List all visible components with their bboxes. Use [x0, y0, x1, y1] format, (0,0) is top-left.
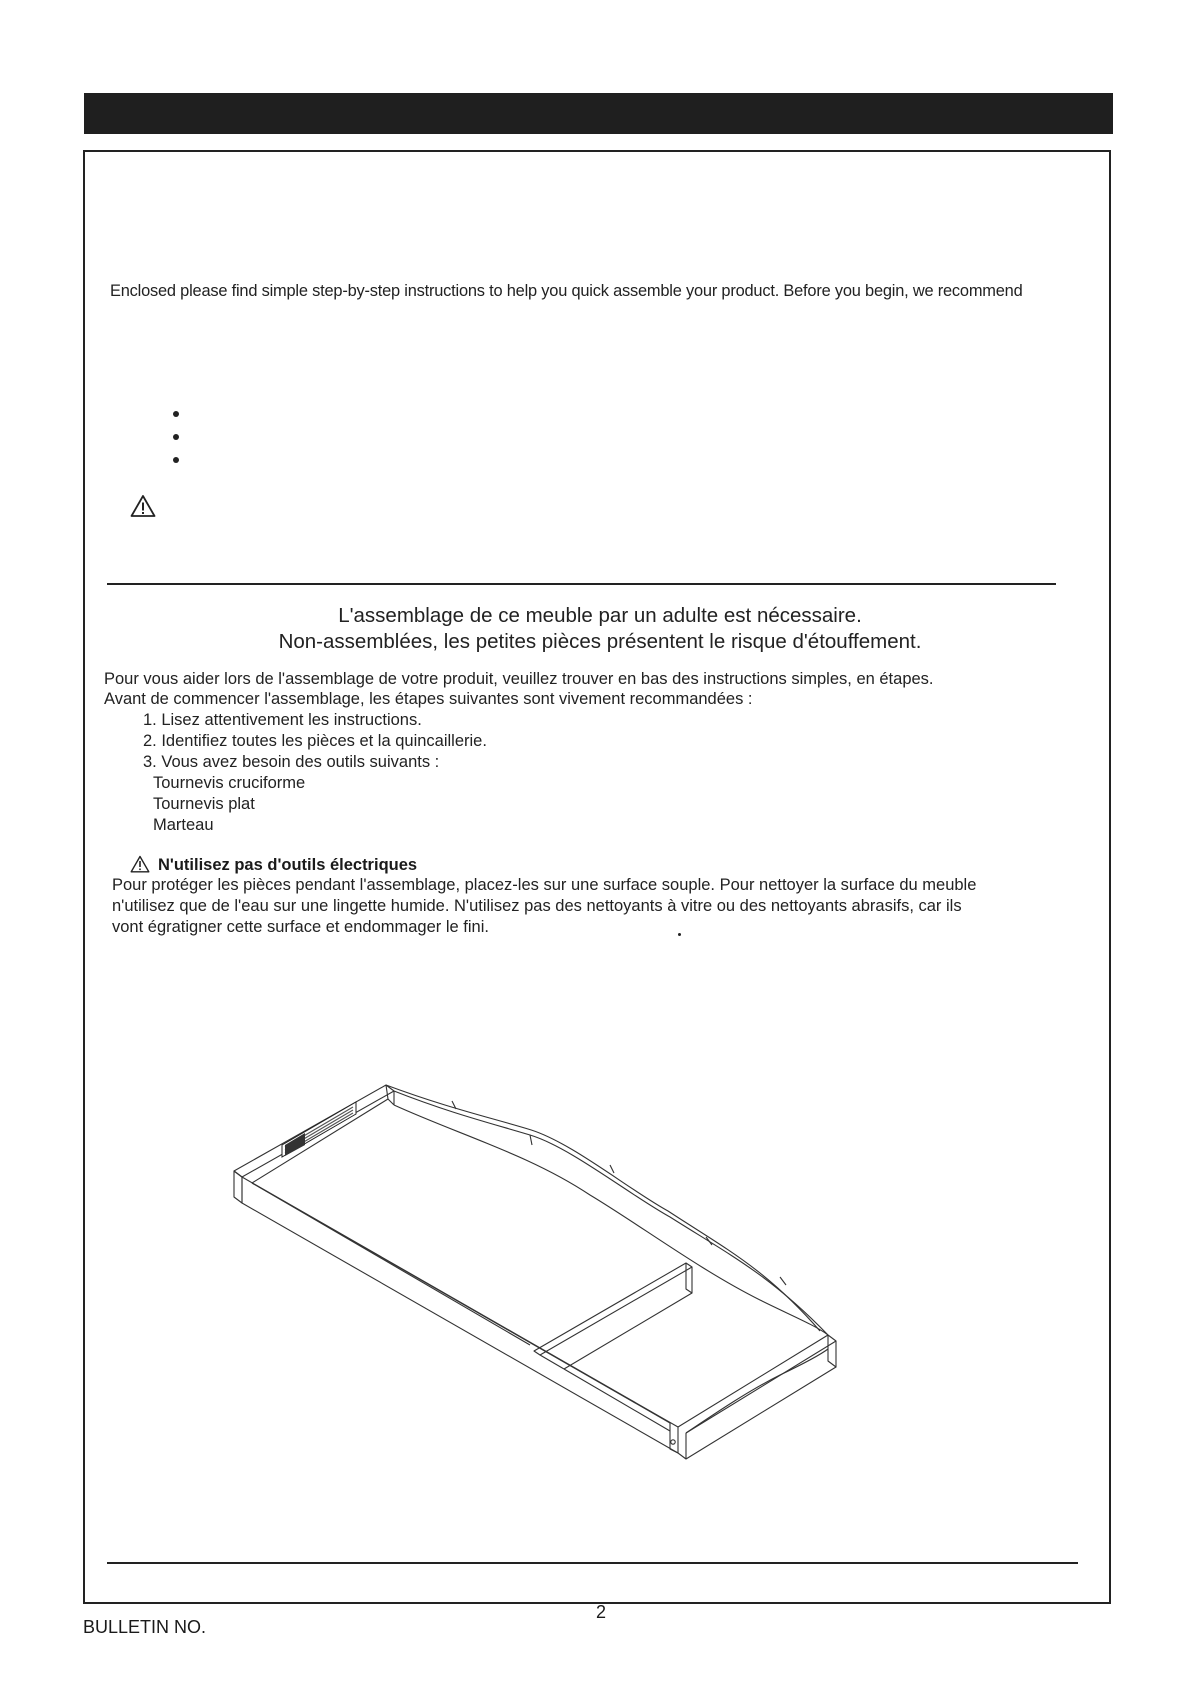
- header-bar: [84, 93, 1113, 134]
- french-heading-line-1: L'assemblage de ce meuble par un adulte est nécessaire.: [338, 604, 862, 627]
- step-item: 3. Vous avez besoin des outils suivants :: [143, 753, 440, 771]
- bottom-divider: [107, 1562, 1078, 1564]
- french-intro-line-2: Avant de commencer l'assemblage, les étapes suivantes sont vivement recommandées :: [104, 690, 753, 708]
- step-item: 2. Identifiez toutes les pièces et la quincaillerie.: [143, 732, 487, 750]
- section-divider: [107, 583, 1056, 585]
- bullet-point: [173, 457, 179, 463]
- french-warning-line: vont égratigner cette surface et endommager le fini.: [112, 918, 489, 936]
- french-warning-title-text: N'utilisez pas d'outils électriques: [158, 856, 418, 874]
- french-intro-line-1: Pour vous aider lors de l'assemblage de votre produit, veuillez trouver en bas des instructions simples, en étapes.: [104, 670, 934, 688]
- page-number: 2: [596, 1602, 607, 1622]
- french-warning-line: n'utilisez que de l'eau sur une lingette humide. N'utilisez pas des nettoyants à vitre ou des nettoyants abrasifs, car ils: [112, 897, 962, 915]
- tool-item: Marteau: [153, 816, 214, 834]
- tool-item: Tournevis plat: [153, 795, 255, 813]
- tool-item: Tournevis cruciforme: [153, 774, 306, 792]
- bullet-point: [173, 411, 179, 417]
- stray-dot: [678, 933, 681, 936]
- product-drawing: [230, 1045, 910, 1485]
- bulletin-label: BULLETIN NO.: [83, 1617, 207, 1637]
- warning-label-sticker: [282, 1102, 356, 1157]
- french-warning-title: [130, 855, 417, 875]
- warning-triangle-icon: [130, 494, 156, 518]
- french-warning-line: Pour protéger les pièces pendant l'assemblage, placez-les sur une surface souple. Pour nettoyer la surface du meuble: [112, 876, 977, 894]
- english-intro: Enclosed please find simple step-by-step instructions to help you quick assemble your product. Before you begin, we recommend: [110, 282, 1023, 300]
- french-heading-line-2: Non-assemblées, les petites pièces présentent le risque d'étouffement.: [278, 630, 922, 653]
- warning-triangle-icon: [130, 855, 150, 873]
- step-item: 1. Lisez attentivement les instructions.: [143, 711, 422, 729]
- bullet-point: [173, 434, 179, 440]
